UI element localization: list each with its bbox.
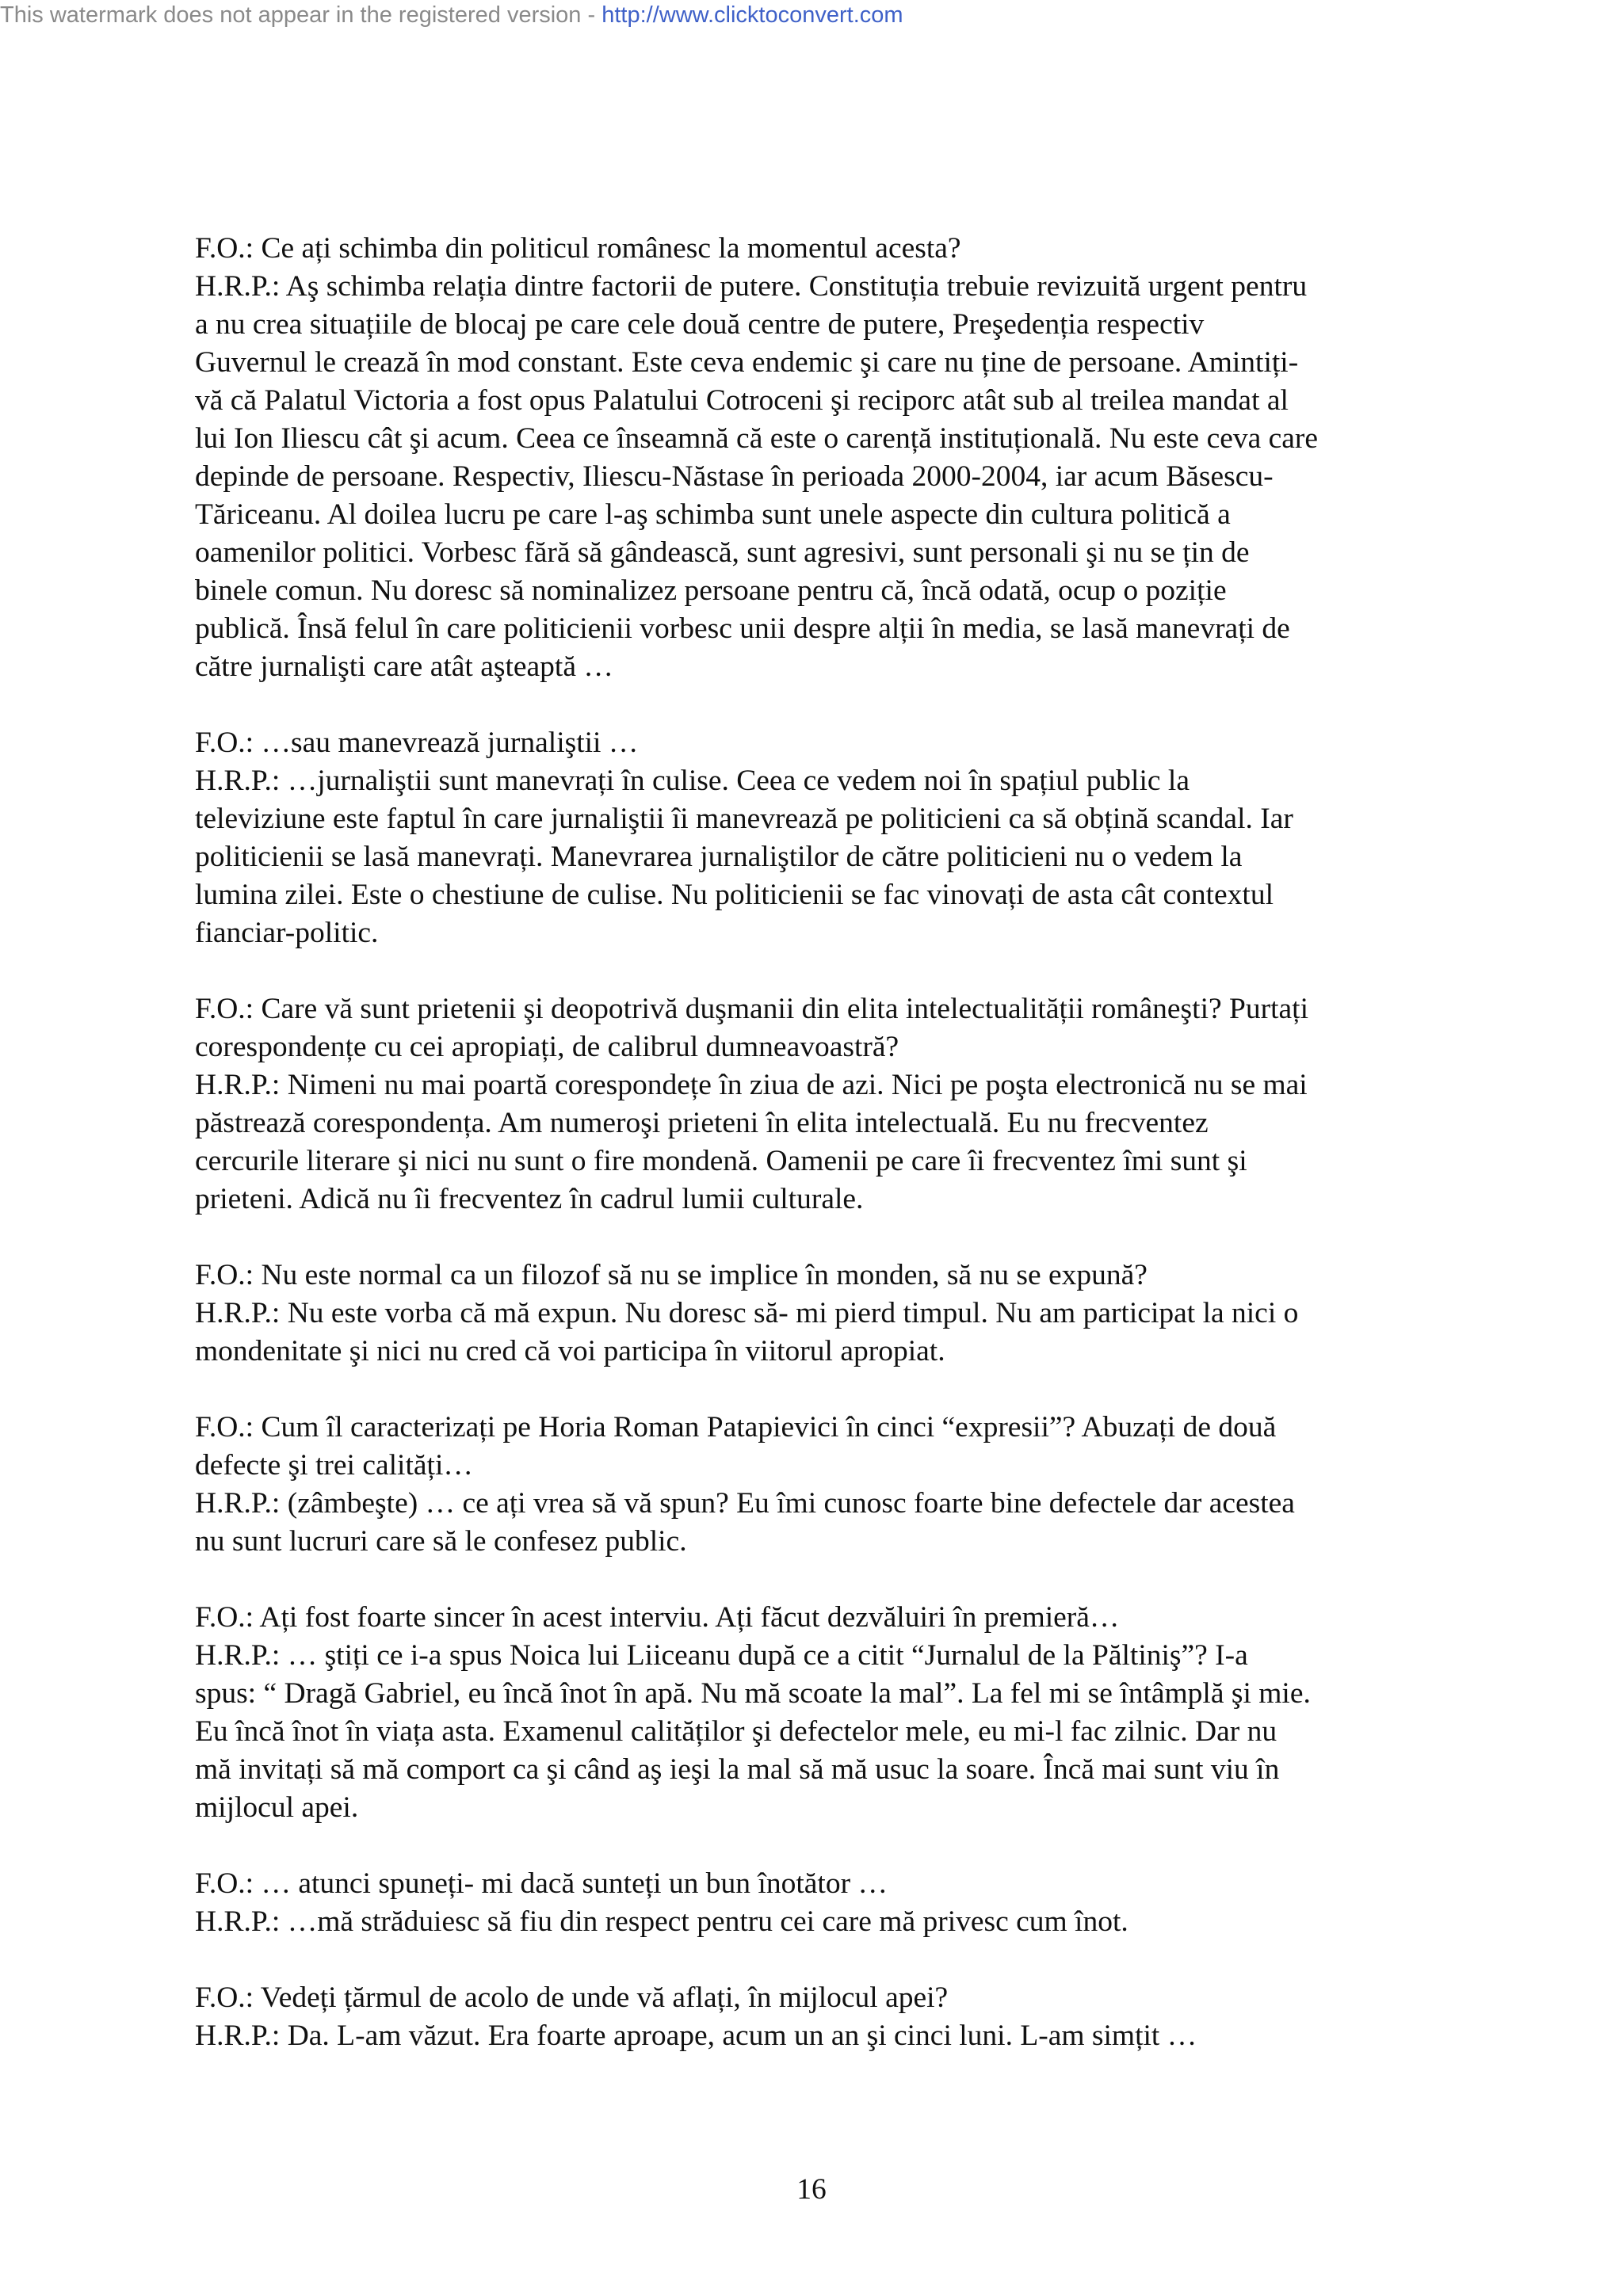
text-line: H.R.P.: …jurnaliştii sunt manevrați în culise. Ceea ce vedem noi în spațiul public la: [195, 765, 1190, 797]
text-line: politicienii se lasă manevrați. Manevrarea jurnaliştilor de către politicieni nu o vedem la: [195, 841, 1243, 873]
interview-paragraph: [195, 230, 1447, 686]
page-number: 16: [796, 2173, 827, 2206]
text-line: mă invitați să mă comport ca şi când aş ieşi la mal să mă usuc la soare. Încă mai sunt viu în: [195, 1753, 1280, 1786]
text-line: depinde de persoane. Respectiv, Iliescu-Năstase în perioada 2000-2004, iar acum Băsescu-: [195, 460, 1274, 493]
text-line: F.O.: …sau manevrează jurnaliştii …: [195, 727, 639, 759]
text-line: Guvernul le crează în mod constant. Este ceva endemic şi care nu ține de persoane. Amintiți-: [195, 346, 1299, 379]
text-line: Tăriceanu. Al doilea lucru pe care l-aş schimba sunt unele aspecte din cultura politică a: [195, 498, 1231, 531]
text-line: mondenitate şi nici nu cred că voi participa în viitorul apropiat.: [195, 1335, 945, 1367]
text-line: lui Ion Iliescu cât şi acum. Ceea ce înseamnă că este o carență instituțională. Nu este ceva care: [195, 422, 1319, 455]
text-line: H.R.P.: Da. L-am văzut. Era foarte aproape, acum un an şi cinci luni. L-am simțit …: [195, 2019, 1197, 2052]
text-line: mijlocul apei.: [195, 1791, 359, 1824]
text-line: F.O.: Ce ați schimba din politicul românesc la momentul acesta?: [195, 232, 961, 265]
text-line: cercurile literare şi nici nu sunt o fire mondenă. Oamenii pe care îi frecventez îmi sunt şi: [195, 1145, 1247, 1177]
interview-paragraph: [195, 1409, 1447, 1561]
text-line: a nu crea situațiile de blocaj pe care cele două centre de putere, Preşedenția respectiv: [195, 308, 1205, 341]
text-line: binele comun. Nu doresc să nominalizez persoane pentru că, încă odată, ocup o poziție: [195, 574, 1227, 607]
text-line: lumina zilei. Este o chestiune de culise. Nu politicienii se fac vinovați de asta cât contextul: [195, 879, 1274, 911]
watermark-link[interactable]: http://www.clicktoconvert.com: [601, 2, 903, 28]
text-line: publică. Însă felul în care politicienii vorbesc unii despre alții în media, se lasă manevrați de: [195, 612, 1290, 645]
interview-paragraph: [195, 1599, 1447, 1827]
interview-paragraph: [195, 724, 1447, 952]
text-line: H.R.P.: Aş schimba relația dintre factorii de putere. Constituția trebuie revizuită urgent pentru: [195, 270, 1308, 303]
text-line: H.R.P.: …mă străduiesc să fiu din respect pentru cei care mă privesc cum înot.: [195, 1905, 1128, 1938]
watermark-text: This watermark does not appear in the registered version -: [0, 2, 602, 28]
text-line: F.O.: Nu este normal ca un filozof să nu se implice în monden, să nu se expună?: [195, 1259, 1148, 1291]
text-line: spus: “ Dragă Gabriel, eu încă înot în apă. Nu mă scoate la mal”. La fel mi se întâmplă şi mie.: [195, 1677, 1311, 1710]
text-line: păstrează corespondența. Am numeroşi prieteni în elita intelectuală. Eu nu frecventez: [195, 1107, 1209, 1139]
text-line: vă că Palatul Victoria a fost opus Palatului Cotroceni şi reciporc atât sub al treilea mandat al: [195, 384, 1289, 417]
text-line: televiziune este faptul în care jurnaliştii îi manevrează pe politicieni ca să obțină scandal. Iar: [195, 803, 1293, 835]
text-line: defecte şi trei calități…: [195, 1449, 473, 1482]
text-line: F.O.: … atunci spuneți- mi dacă sunteți un bun înotător …: [195, 1867, 888, 1900]
text-line: H.R.P.: Nu este vorba că mă expun. Nu doresc să- mi pierd timpul. Nu am participat la nici o: [195, 1297, 1299, 1329]
text-line: corespondențe cu cei apropiați, de calibrul dumneavoastră?: [195, 1031, 899, 1063]
interview-paragraph: [195, 1979, 1447, 2055]
text-line: oamenilor politici. Vorbesc fără să gândească, sunt agresivi, sunt personali şi nu se țin de: [195, 536, 1250, 569]
interview-paragraph: [195, 1865, 1447, 1941]
text-line: F.O.: Ați fost foarte sincer în acest interviu. Ați făcut dezvăluiri în premieră…: [195, 1601, 1120, 1634]
text-line: H.R.P.: (zâmbeşte) … ce ați vrea să vă spun? Eu îmi cunosc foarte bine defectele dar acestea: [195, 1487, 1295, 1520]
text-line: F.O.: Care vă sunt prietenii şi deopotrivă duşmanii din elita intelectualității româneşti? Purtați: [195, 993, 1309, 1025]
text-line: către jurnalişti care atât aşteaptă …: [195, 650, 613, 683]
document-body: [195, 230, 1447, 2093]
interview-paragraph: [195, 990, 1447, 1219]
text-line: F.O.: Cum îl caracterizați pe Horia Roman Patapievici în cinci “expresii”? Abuzați de două: [195, 1411, 1277, 1444]
text-line: prieteni. Adică nu îi frecventez în cadrul lumii culturale.: [195, 1183, 864, 1215]
watermark: [0, 2, 903, 29]
text-line: nu sunt lucruri care să le confesez public.: [195, 1525, 687, 1558]
text-line: Eu încă înot în viața asta. Examenul calităților şi defectelor mele, eu mi-l fac zilnic. Dar nu: [195, 1715, 1277, 1748]
interview-paragraph: [195, 1257, 1447, 1371]
text-line: F.O.: Vedeți țărmul de acolo de unde vă aflați, în mijlocul apei?: [195, 1981, 949, 2014]
text-line: fianciar-politic.: [195, 917, 379, 949]
text-line: H.R.P.: … ştiți ce i-a spus Noica lui Liiceanu după ce a citit “Jurnalul de la Păltiniş”? I-a: [195, 1639, 1248, 1672]
text-line: H.R.P.: Nimeni nu mai poartă corespondețe în ziua de azi. Nici pe poşta electronică nu se mai: [195, 1069, 1308, 1101]
